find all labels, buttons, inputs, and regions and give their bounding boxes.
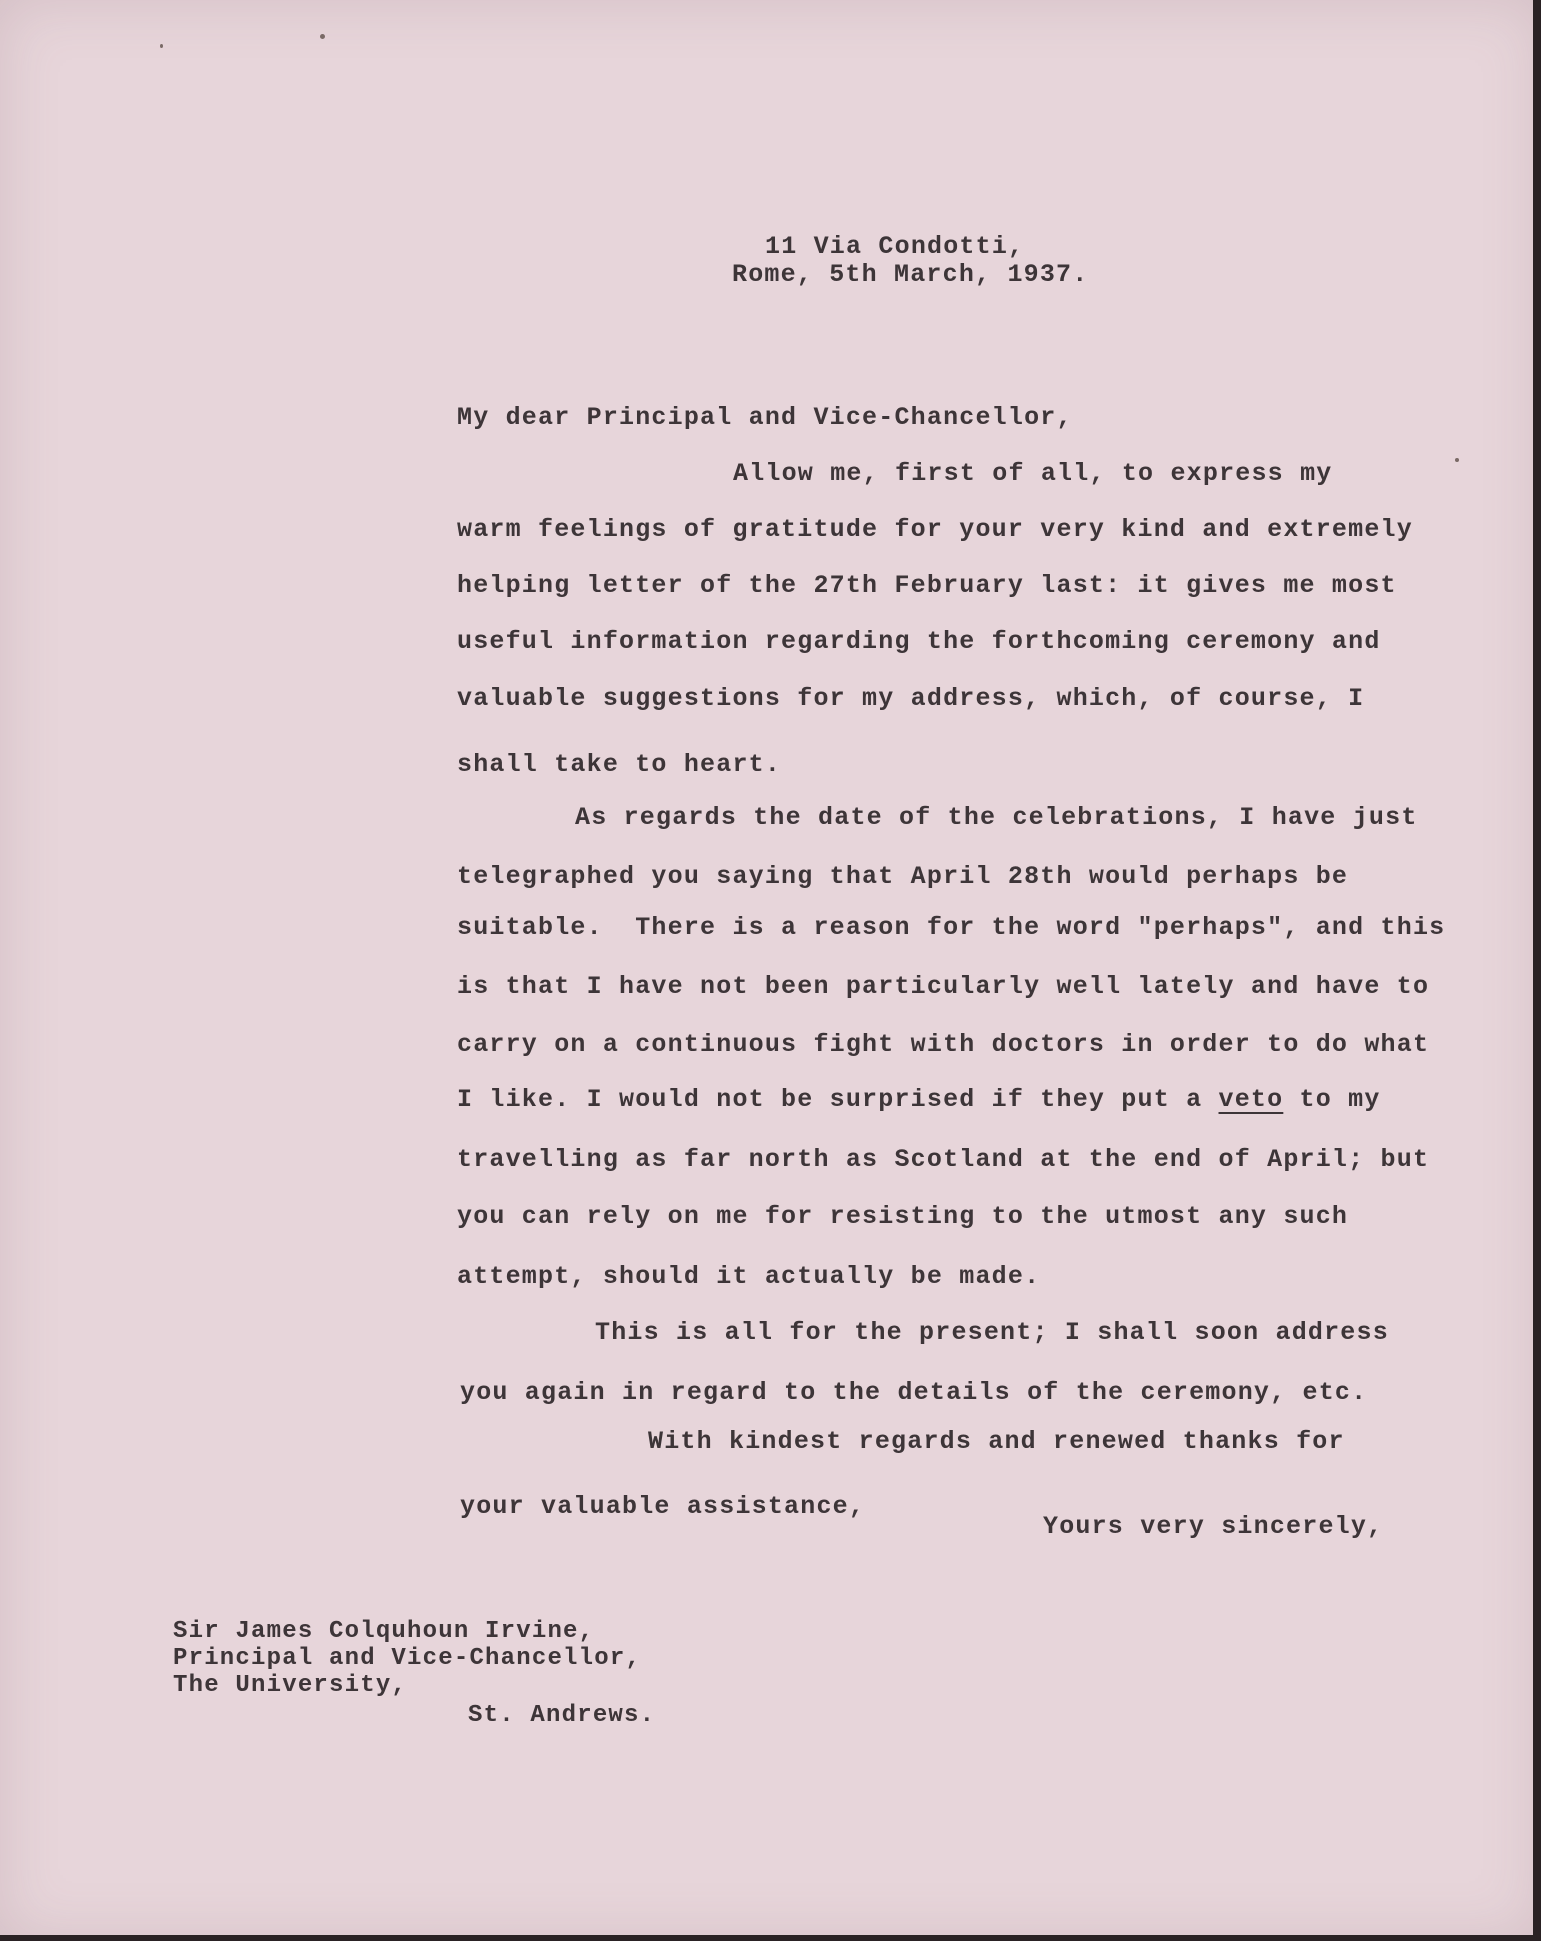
veto-line-after: to my bbox=[1283, 1085, 1381, 1114]
body-line: As regards the date of the celebrations, I have just bbox=[575, 803, 1418, 832]
recipient-line-3: The University, bbox=[173, 1672, 408, 1699]
body-line: helping letter of the 27th February last: it gives me most bbox=[457, 571, 1397, 600]
body-line: warm feelings of gratitude for your very kind and extremely bbox=[457, 515, 1413, 544]
scan-border-right bbox=[1533, 0, 1541, 1941]
paper-speck bbox=[160, 44, 163, 48]
body-line: you can rely on me for resisting to the utmost any such bbox=[457, 1202, 1349, 1231]
recipient-line-4: St. Andrews. bbox=[468, 1702, 656, 1729]
body-line: valuable suggestions for my address, which, of course, I bbox=[457, 684, 1365, 713]
body-line: Allow me, first of all, to express my bbox=[733, 459, 1333, 488]
recipient-line-1: Sir James Colquhoun Irvine, bbox=[173, 1618, 595, 1645]
veto-line-before: I like. I would not be surprised if they put a bbox=[457, 1085, 1219, 1114]
body-line: useful information regarding the forthcoming ceremony and bbox=[457, 627, 1381, 656]
paper-speck bbox=[1455, 458, 1459, 462]
body-line: attempt, should it actually be made. bbox=[457, 1262, 1041, 1291]
body-line: travelling as far north as Scotland at the end of April; but bbox=[457, 1145, 1430, 1174]
scan-border-bottom bbox=[0, 1935, 1541, 1941]
body-line: your valuable assistance, bbox=[460, 1492, 866, 1521]
paper-speck bbox=[320, 34, 325, 39]
body-line: shall take to heart. bbox=[457, 750, 782, 779]
underlined-word-veto: veto bbox=[1218, 1085, 1284, 1114]
closing: Yours very sincerely, bbox=[1043, 1512, 1384, 1541]
body-line: carry on a continuous fight with doctors in order to do what bbox=[457, 1030, 1430, 1059]
body-line: This is all for the present; I shall soon address bbox=[595, 1318, 1389, 1347]
body-line-veto bbox=[457, 1085, 1381, 1114]
salutation: My dear Principal and Vice-Chancellor, bbox=[457, 403, 1073, 432]
sender-address-line-1: 11 Via Condotti, bbox=[765, 232, 1025, 261]
sender-address-line-2: Rome, 5th March, 1937. bbox=[732, 260, 1089, 289]
body-line: suitable. There is a reason for the word "perhaps", and this bbox=[457, 913, 1446, 942]
body-line: With kindest regards and renewed thanks for bbox=[648, 1427, 1345, 1456]
recipient-line-2: Principal and Vice-Chancellor, bbox=[173, 1645, 642, 1672]
body-line: telegraphed you saying that April 28th would perhaps be bbox=[457, 862, 1349, 891]
body-line: you again in regard to the details of the ceremony, etc. bbox=[460, 1378, 1368, 1407]
body-line: is that I have not been particularly well lately and have to bbox=[457, 972, 1430, 1001]
